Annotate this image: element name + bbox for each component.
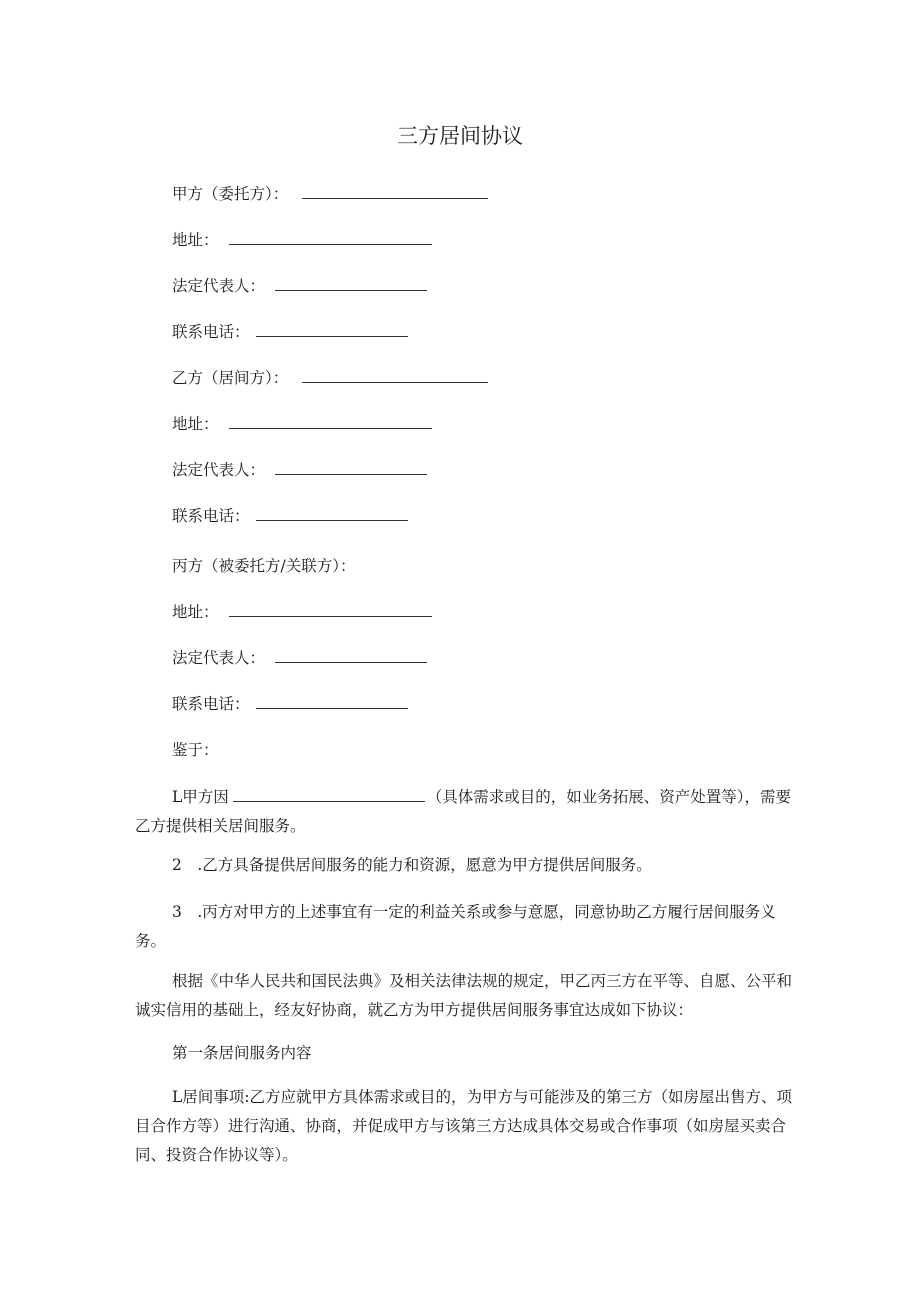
party-a-address-line [172, 229, 432, 251]
whereas-item-1 [135, 783, 795, 841]
article-1-title: 第一条居间服务内容 [172, 1044, 312, 1062]
document-title: 三方居间协议 [397, 124, 523, 148]
party-b-rep-line [172, 459, 427, 481]
party-a-name-blank [302, 183, 488, 199]
whereas-heading: 鉴于： [172, 741, 219, 759]
party-a-phone-label: 联系电话： [172, 323, 250, 341]
party-a-rep-label: 法定代表人： [172, 277, 266, 295]
article-1-item-1: L居间事项:乙方应就甲方具体需求或目的，为甲方与可能涉及的第三方（如房屋出售方、项目合作方等）进行沟通、协商，并促成甲方与该第三方达成具体交易或合作事项（如房屋买卖合同、投资合作协议等）。 [135, 1088, 793, 1164]
whereas-item-1-suffix: （具体需求或目的，如业务拓展、资产处置等），需要乙方提供相关居间服务。 [135, 788, 792, 835]
party-c-address-line [172, 601, 432, 623]
party-a-address-label: 地址： [172, 231, 219, 249]
party-c-rep-label: 法定代表人： [172, 649, 266, 667]
party-c-label: 丙方（被委托方/关联方）： [172, 557, 356, 575]
party-c-address-blank [229, 601, 432, 617]
party-b-phone-blank [256, 505, 408, 521]
party-a-rep-line [172, 275, 427, 297]
party-b-name-blank [302, 367, 488, 383]
whereas-item-1-prefix: L甲方因 [172, 788, 229, 806]
party-b-line [172, 367, 488, 389]
party-b-address-line [172, 413, 432, 435]
party-c-line [172, 555, 355, 577]
party-a-label: 甲方（委托方）： [172, 185, 289, 203]
party-b-address-label: 地址： [172, 415, 219, 433]
party-b-phone-line [172, 505, 408, 527]
party-c-phone-line [172, 693, 408, 715]
party-a-rep-blank [275, 275, 427, 291]
legal-basis-paragraph: 根据《中华人民共和国民法典》及相关法律法规的规定，甲乙丙三方在平等、自愿、公平和诚实信用的基础上，经友好协商，就乙方为甲方提供居间服务事宜达成如下协议： [135, 972, 793, 1019]
party-b-phone-label: 联系电话： [172, 507, 250, 525]
party-b-rep-blank [275, 459, 427, 475]
party-a-phone-line [172, 321, 408, 343]
party-c-rep-line [172, 647, 427, 669]
party-a-address-blank [229, 229, 432, 245]
party-b-address-blank [229, 413, 432, 429]
party-c-address-label: 地址： [172, 603, 219, 621]
party-a-line [172, 183, 488, 205]
whereas-item-2: 2 .乙方具备提供居间服务的能力和资源，愿意为甲方提供居间服务。 [172, 856, 652, 874]
party-c-phone-blank [256, 693, 408, 709]
party-c-phone-label: 联系电话： [172, 695, 250, 713]
party-b-rep-label: 法定代表人： [172, 461, 266, 479]
party-a-phone-blank [256, 321, 408, 337]
whereas-item-3: 3 .丙方对甲方的上述事宜有一定的利益关系或参与意愿，同意协助乙方履行居间服务义务。 [135, 903, 776, 950]
whereas-item-1-blank [233, 786, 425, 802]
party-c-rep-blank [275, 647, 427, 663]
party-b-label: 乙方（居间方）： [172, 369, 289, 387]
